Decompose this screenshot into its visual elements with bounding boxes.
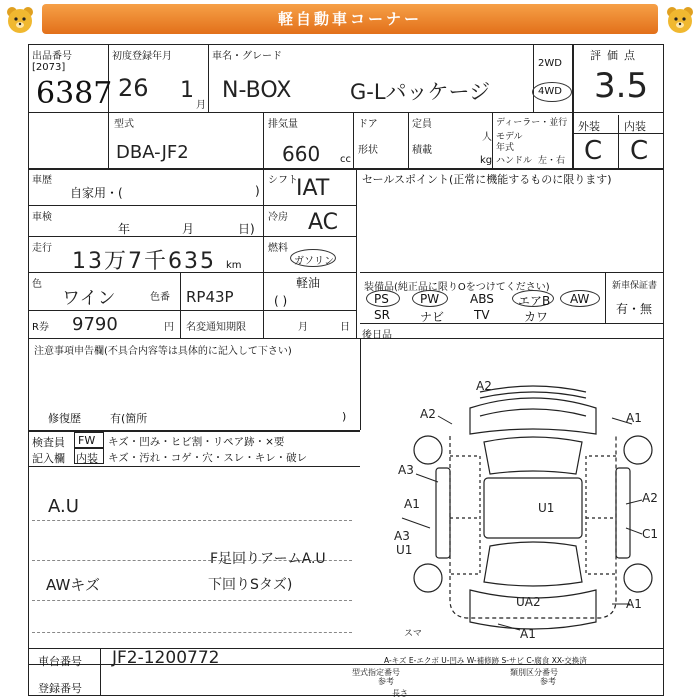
lot-number: 6387: [36, 76, 113, 111]
dealer-model-label: モデル: [496, 132, 523, 142]
load-label: 積載: [412, 145, 432, 156]
damage-mark: A3: [394, 529, 410, 543]
damage-mark: A3: [398, 463, 414, 477]
plate-label: 登録番号: [38, 682, 82, 695]
header: [0, 0, 700, 40]
equipment-item: カワ: [524, 310, 549, 324]
fw-items: キズ・凹み・ヒビ割・リペア跡・×要: [108, 436, 285, 448]
notes-label: 注意事項申告欄(不具合内容等は具体的に記入して下さい): [34, 346, 292, 357]
equipment-item: TV: [474, 308, 490, 322]
diagram-legend: A-キズ E-エクボ U-凹み W-補修跡 S-サビ C-腐食 XX-交換済: [384, 656, 587, 665]
int-label: 内装: [76, 452, 98, 465]
use-label: 車歴: [32, 175, 52, 186]
model-value: DBA-JF2: [116, 142, 189, 163]
score-int: C: [630, 136, 649, 166]
registration-label: 初度登録年月: [112, 51, 172, 62]
fuel-option-diesel: 軽油: [296, 276, 321, 290]
int-items: キズ・汚れ・コゲ・穴・スレ・キレ・破レ: [108, 452, 308, 464]
remark-line-2: F足回りアームA.U: [210, 551, 326, 567]
use-value: 自家用・(: [70, 186, 123, 200]
load-unit: kg: [480, 155, 493, 166]
remark-line-4: 下回りSタズ): [208, 577, 293, 593]
drive-2wd: 2WD: [538, 58, 562, 69]
vehicle-name-label: 車名・グレード: [212, 51, 282, 62]
equipment-item: ナビ: [420, 310, 445, 324]
name-change-label: 名変通知期限: [186, 322, 246, 333]
chassis-label: 車台番号: [38, 655, 82, 668]
mileage-unit: km: [226, 260, 242, 271]
fw-label: FW: [78, 434, 96, 447]
inspection-month: 月: [182, 222, 195, 236]
damage-mark: A1: [626, 597, 642, 611]
damage-mark: A2: [420, 407, 436, 421]
damage-mark: A1: [626, 411, 642, 425]
color-code: RP43P: [186, 288, 234, 306]
damage-mark: A2: [642, 491, 658, 505]
repair-label: 修復歴: [48, 412, 81, 425]
equipment-item: SR: [374, 308, 390, 322]
rear-seat-label: 後日品: [362, 330, 392, 341]
damage-mark: A2: [476, 379, 492, 393]
inspection-label: 車検: [32, 212, 52, 223]
fuel-paren: ( ): [274, 294, 288, 308]
score-int-label: 内装: [624, 120, 646, 133]
remark-line-3: AWキズ: [46, 576, 100, 594]
recycle-value: 9790: [72, 314, 118, 335]
footer-sub-1: 参考: [378, 677, 394, 686]
equipment-item: PW: [420, 292, 440, 306]
damage-mark: A1: [404, 497, 420, 511]
color-value: ワイン: [62, 288, 116, 309]
equipment-item: ABS: [470, 292, 494, 306]
handle-options: 左・右: [538, 156, 566, 166]
equipment-label: 装備品(純正品に限りOをつけてください): [364, 282, 550, 293]
car-diagram: [380, 378, 660, 640]
score-label: 評価点: [590, 49, 641, 62]
fuel-label: 燃料: [268, 243, 288, 254]
dealer-label: ディーラー・並行: [496, 118, 568, 128]
dealer-year-label: 年式: [496, 143, 515, 153]
lot-code: [2073]: [32, 62, 66, 73]
fuel-option-gasoline: ガソリン: [294, 256, 334, 267]
bear-mascot-icon: [4, 4, 36, 36]
repair-end: ): [342, 410, 347, 423]
registration-month-unit: 月: [196, 100, 206, 111]
capacity-label: 定員: [412, 119, 432, 130]
header-title: 軽自動車コーナー: [277, 10, 422, 28]
inspection-day: 日): [238, 222, 255, 236]
warranty-value: 有・無: [616, 302, 653, 316]
damage-mark: スマ: [404, 629, 422, 639]
vehicle-name: N-BOX: [222, 78, 292, 103]
damage-mark: U1: [396, 543, 413, 557]
drive-4wd: 4WD: [538, 86, 562, 97]
inspector-entry-label: 記入欄: [32, 452, 65, 465]
vehicle-grade: G-Lパッケージ: [350, 80, 491, 104]
warranty-label: 新車保証書: [612, 281, 658, 291]
score-ext: C: [584, 136, 603, 166]
damage-mark: UA2: [516, 595, 541, 609]
equipment-item: エアB: [518, 294, 551, 308]
mileage-value: 13万7千635: [72, 249, 216, 274]
damage-mark: C1: [642, 527, 659, 541]
shift-value: IAT: [296, 176, 330, 201]
inspection-year: 年: [118, 222, 131, 236]
equipment-item: PS: [374, 292, 389, 306]
displacement-value: 660: [282, 142, 321, 166]
ac-value: AC: [308, 210, 339, 235]
capacity-unit: 人: [482, 132, 492, 143]
inspector-label: 検査員: [32, 436, 65, 449]
chassis-value: JF2-1200772: [112, 648, 220, 668]
color-code-label: 色番: [150, 292, 170, 303]
footer-cell-1: 型式指定番号: [352, 668, 400, 677]
recycle-unit: 円: [164, 322, 174, 333]
equipment-grid: [362, 290, 602, 322]
shape-label: 形状: [358, 145, 378, 156]
damage-mark: U1: [538, 501, 555, 515]
footer-sub-2: 参考: [540, 677, 556, 686]
score-value: 3.5: [594, 66, 649, 106]
shift-label: シフト: [268, 175, 298, 186]
displacement-unit: cc: [340, 154, 351, 165]
sales-point-label: セールスポイント(正常に機能するものに限ります): [362, 173, 612, 186]
recycle-label: R券: [32, 322, 49, 333]
name-change-month: 月: [298, 322, 308, 333]
registration-year: 26: [118, 74, 149, 102]
repair-value: 有(箇所: [110, 412, 148, 425]
damage-mark: A1: [520, 627, 536, 640]
name-change-day: 日: [340, 322, 350, 333]
equipment-item: AW: [570, 292, 590, 306]
mileage-label: 走行: [32, 243, 52, 254]
model-label: 型式: [114, 119, 134, 130]
registration-month: 1: [180, 78, 194, 103]
color-label: 色: [32, 279, 42, 290]
bear-mascot-icon: [664, 4, 696, 36]
footer-cell-2: 類別区分番号: [510, 668, 558, 677]
lot-label: 出品番号: [32, 51, 72, 62]
doors-label: ドア: [358, 119, 378, 130]
handle-label: ハンドル: [496, 156, 533, 166]
remark-line-1: A.U: [48, 496, 79, 517]
score-ext-label: 外装: [578, 120, 600, 133]
ac-label: 冷房: [268, 212, 288, 223]
footer-length: 長さ: [392, 689, 408, 698]
displacement-label: 排気量: [268, 119, 298, 130]
